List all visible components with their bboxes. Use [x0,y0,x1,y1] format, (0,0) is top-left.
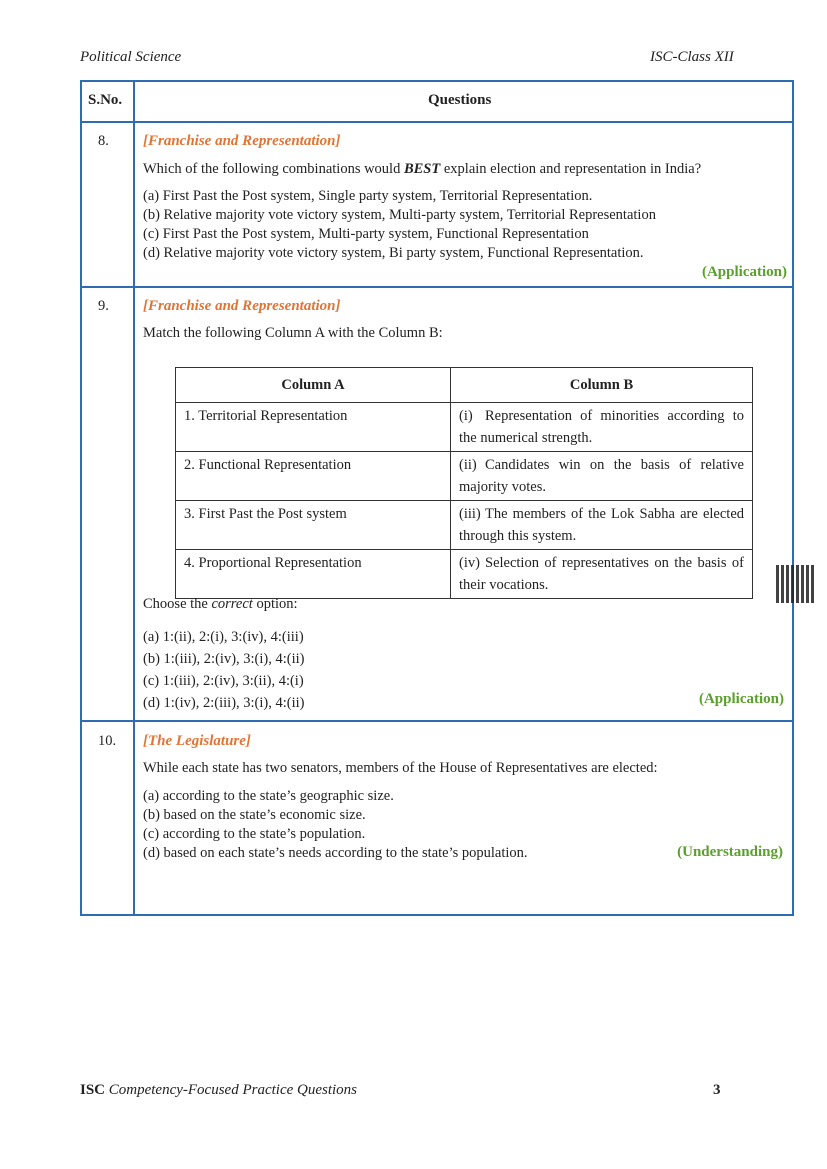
column-a-header: Column A [176,368,451,403]
match-row [176,403,753,452]
column-b-item: The members of the Lok Sabha are elected through this system. [459,506,744,544]
choose-instruction [143,596,298,613]
questions-header: Questions [428,92,492,108]
cognitive-level: (Application) [701,264,787,280]
roman-numeral: (iii) [459,506,481,522]
question-topic: [Franchise and Representation] [143,298,341,314]
stem-text: Which of the following combinations would [143,161,404,177]
header-subject: Political Science [80,49,182,65]
option: (a) First Past the Post system, Single party system, Territorial Representation. [143,188,593,204]
stem-text: explain election and representation in India? [440,161,702,177]
column-b-item: Candidates win on the basis of relative majority votes. [459,457,744,495]
row-divider [80,286,794,288]
option: (a) 1:(ii), 2:(i), 3:(iv), 4:(iii) [143,629,304,645]
option: (b) based on the state’s economic size. [143,807,366,823]
column-a-item: 1. Territorial Representation [176,403,451,452]
option: (d) 1:(iv), 2:(iii), 3:(i), 4:(ii) [143,695,305,711]
instruction-text: option: [252,596,298,612]
option: (d) based on each state’s needs according to the state’s population. [143,845,528,861]
sno-header: S.No. [88,92,123,108]
page-number: 3 [713,1082,721,1098]
option: (a) according to the state’s geographic size. [143,788,394,804]
column-divider [133,80,135,916]
match-row [176,501,753,550]
cognitive-level: (Application) [698,691,784,707]
column-b-item: Selection of representatives on the basis of their vocations. [459,555,744,593]
cognitive-level: (Understanding) [677,844,783,860]
option: (c) according to the state’s population. [143,826,366,842]
instruction-text: Choose the [143,596,212,612]
question-stem: While each state has two senators, members of the House of Representatives are elected: [143,760,658,776]
match-row [176,452,753,501]
roman-numeral: (ii) [459,457,477,473]
roman-numeral: (i) [459,408,473,424]
question-stem [143,161,701,178]
question-number: 9. [98,298,109,314]
stem-emphasis: BEST [403,161,441,177]
option: (c) 1:(iii), 2:(iv), 3:(ii), 4:(i) [143,673,304,689]
column-a-item: 2. Functional Representation [176,452,451,501]
match-row [176,550,753,599]
header-class: ISC-Class XII [650,49,734,65]
column-b-item: Representation of minorities according to the numerical strength. [459,408,744,446]
option: (b) 1:(iii), 2:(iv), 3:(i), 4:(ii) [143,651,305,667]
question-number: 8. [98,133,109,149]
option: (b) Relative majority vote victory system, Multi-party system, Territorial Representation [143,207,656,223]
instruction-emphasis: correct [211,596,253,612]
column-a-item: 4. Proportional Representation [176,550,451,599]
question-stem: Match the following Column A with the Column B: [143,325,443,341]
qr-code-icon[interactable] [776,565,814,603]
question-topic: [The Legislature] [143,733,251,749]
footer-text: Competency-Focused Practice Questions [108,1082,358,1098]
roman-numeral: (iv) [459,555,480,571]
match-table [175,367,753,599]
footer-brand: ISC [80,1082,106,1098]
option: (d) Relative majority vote victory system, Bi party system, Functional Representation. [143,245,644,261]
option: (c) First Past the Post system, Multi-party system, Functional Representation [143,226,589,242]
question-number: 10. [98,733,117,749]
footer-title [80,1082,357,1099]
question-topic: [Franchise and Representation] [143,133,341,149]
column-b-header: Column B [451,368,753,403]
row-divider [80,121,794,123]
row-divider [80,720,794,722]
column-a-item: 3. First Past the Post system [176,501,451,550]
